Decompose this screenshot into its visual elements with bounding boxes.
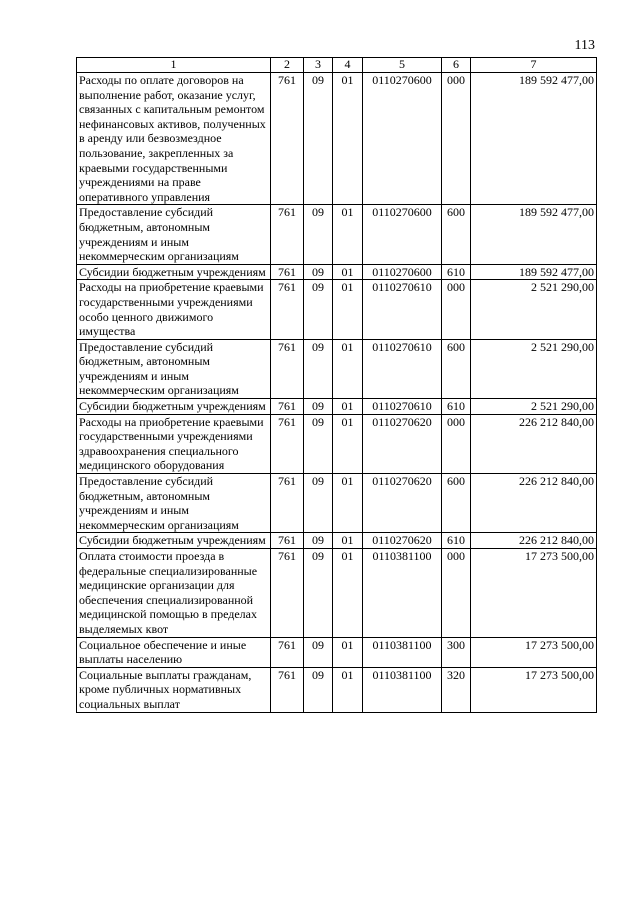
expense-type-code: 320 <box>442 667 471 712</box>
expense-name: Субсидии бюджетным учреждениям <box>77 533 271 549</box>
amount: 17 273 500,00 <box>471 667 597 712</box>
column-header: 5 <box>363 58 442 73</box>
subsection-code: 01 <box>333 637 363 667</box>
column-header: 4 <box>333 58 363 73</box>
column-header: 7 <box>471 58 597 73</box>
target-article-code: 0110381100 <box>363 549 442 638</box>
target-article-code: 0110270600 <box>363 264 442 280</box>
subsection-code: 01 <box>333 533 363 549</box>
target-article-code: 0110270620 <box>363 474 442 533</box>
target-article-code: 0110270610 <box>363 280 442 339</box>
table-row <box>77 339 597 398</box>
amount: 189 592 477,00 <box>471 73 597 205</box>
table-row <box>77 414 597 473</box>
ministry-code: 761 <box>271 205 304 264</box>
ministry-code: 761 <box>271 399 304 415</box>
column-header: 1 <box>77 58 271 73</box>
section-code: 09 <box>304 264 333 280</box>
expense-name: Субсидии бюджетным учреждениям <box>77 399 271 415</box>
target-article-code: 0110270620 <box>363 414 442 473</box>
column-header: 6 <box>442 58 471 73</box>
target-article-code: 0110270610 <box>363 399 442 415</box>
expense-name: Расходы по оплате договоров на выполнение работ, оказание услуг, связанных с капитальным ремонтом нефинансовых активов, полученных в аренду или безвозмездное пользование, закрепленных за краевыми государственными учреждениями на праве оперативного управления <box>77 73 271 205</box>
subsection-code: 01 <box>333 399 363 415</box>
target-article-code: 0110270600 <box>363 205 442 264</box>
target-article-code: 0110381100 <box>363 667 442 712</box>
table-row <box>77 667 597 712</box>
target-article-code: 0110270600 <box>363 73 442 205</box>
target-article-code: 0110270620 <box>363 533 442 549</box>
amount: 226 212 840,00 <box>471 414 597 473</box>
page-number: 113 <box>574 38 595 53</box>
expense-type-code: 000 <box>442 414 471 473</box>
section-code: 09 <box>304 73 333 205</box>
expense-type-code: 300 <box>442 637 471 667</box>
expense-name: Социальные выплаты гражданам, кроме публичных нормативных социальных выплат <box>77 667 271 712</box>
ministry-code: 761 <box>271 637 304 667</box>
expense-name: Оплата стоимости проезда в федеральные специализированные медицинские организации для обеспечения специализированной медицинской помощью в пределах выделяемых квот <box>77 549 271 638</box>
subsection-code: 01 <box>333 667 363 712</box>
section-code: 09 <box>304 399 333 415</box>
ministry-code: 761 <box>271 264 304 280</box>
subsection-code: 01 <box>333 549 363 638</box>
expense-type-code: 610 <box>442 399 471 415</box>
ministry-code: 761 <box>271 474 304 533</box>
expense-type-code: 610 <box>442 533 471 549</box>
amount: 17 273 500,00 <box>471 549 597 638</box>
table-row <box>77 533 597 549</box>
ministry-code: 761 <box>271 667 304 712</box>
subsection-code: 01 <box>333 339 363 398</box>
ministry-code: 761 <box>271 280 304 339</box>
section-code: 09 <box>304 414 333 473</box>
amount: 226 212 840,00 <box>471 533 597 549</box>
amount: 2 521 290,00 <box>471 280 597 339</box>
ministry-code: 761 <box>271 339 304 398</box>
target-article-code: 0110270610 <box>363 339 442 398</box>
expense-type-code: 600 <box>442 339 471 398</box>
expense-type-code: 000 <box>442 73 471 205</box>
section-code: 09 <box>304 637 333 667</box>
section-code: 09 <box>304 549 333 638</box>
amount: 2 521 290,00 <box>471 399 597 415</box>
table-row <box>77 399 597 415</box>
expense-name: Социальное обеспечение и иные выплаты населению <box>77 637 271 667</box>
expense-name: Расходы на приобретение краевыми государственными учреждениями здравоохранения специального медицинского оборудования <box>77 414 271 473</box>
ministry-code: 761 <box>271 533 304 549</box>
expense-type-code: 600 <box>442 474 471 533</box>
expense-name: Расходы на приобретение краевыми государственными учреждениями особо ценного движимого имущества <box>77 280 271 339</box>
section-code: 09 <box>304 474 333 533</box>
table-row <box>77 474 597 533</box>
table-row <box>77 549 597 638</box>
subsection-code: 01 <box>333 474 363 533</box>
amount: 17 273 500,00 <box>471 637 597 667</box>
ministry-code: 761 <box>271 549 304 638</box>
subsection-code: 01 <box>333 414 363 473</box>
header-row <box>77 58 597 73</box>
expense-name: Предоставление субсидий бюджетным, автономным учреждениям и иным некоммерческим организациям <box>77 205 271 264</box>
amount: 226 212 840,00 <box>471 474 597 533</box>
amount: 189 592 477,00 <box>471 264 597 280</box>
section-code: 09 <box>304 205 333 264</box>
expense-name: Предоставление субсидий бюджетным, автономным учреждениям и иным некоммерческим организациям <box>77 474 271 533</box>
table-row <box>77 264 597 280</box>
ministry-code: 761 <box>271 73 304 205</box>
table-row <box>77 73 597 205</box>
expense-type-code: 000 <box>442 549 471 638</box>
subsection-code: 01 <box>333 264 363 280</box>
expense-type-code: 610 <box>442 264 471 280</box>
subsection-code: 01 <box>333 73 363 205</box>
section-code: 09 <box>304 533 333 549</box>
expense-name: Предоставление субсидий бюджетным, автономным учреждениям и иным некоммерческим организациям <box>77 339 271 398</box>
budget-table <box>76 57 597 713</box>
expense-type-code: 600 <box>442 205 471 264</box>
target-article-code: 0110381100 <box>363 637 442 667</box>
table-row <box>77 280 597 339</box>
subsection-code: 01 <box>333 205 363 264</box>
section-code: 09 <box>304 280 333 339</box>
table-row <box>77 205 597 264</box>
section-code: 09 <box>304 339 333 398</box>
section-code: 09 <box>304 667 333 712</box>
table-row <box>77 637 597 667</box>
expense-type-code: 000 <box>442 280 471 339</box>
ministry-code: 761 <box>271 414 304 473</box>
expense-name: Субсидии бюджетным учреждениям <box>77 264 271 280</box>
subsection-code: 01 <box>333 280 363 339</box>
amount: 2 521 290,00 <box>471 339 597 398</box>
column-header: 3 <box>304 58 333 73</box>
column-header: 2 <box>271 58 304 73</box>
amount: 189 592 477,00 <box>471 205 597 264</box>
